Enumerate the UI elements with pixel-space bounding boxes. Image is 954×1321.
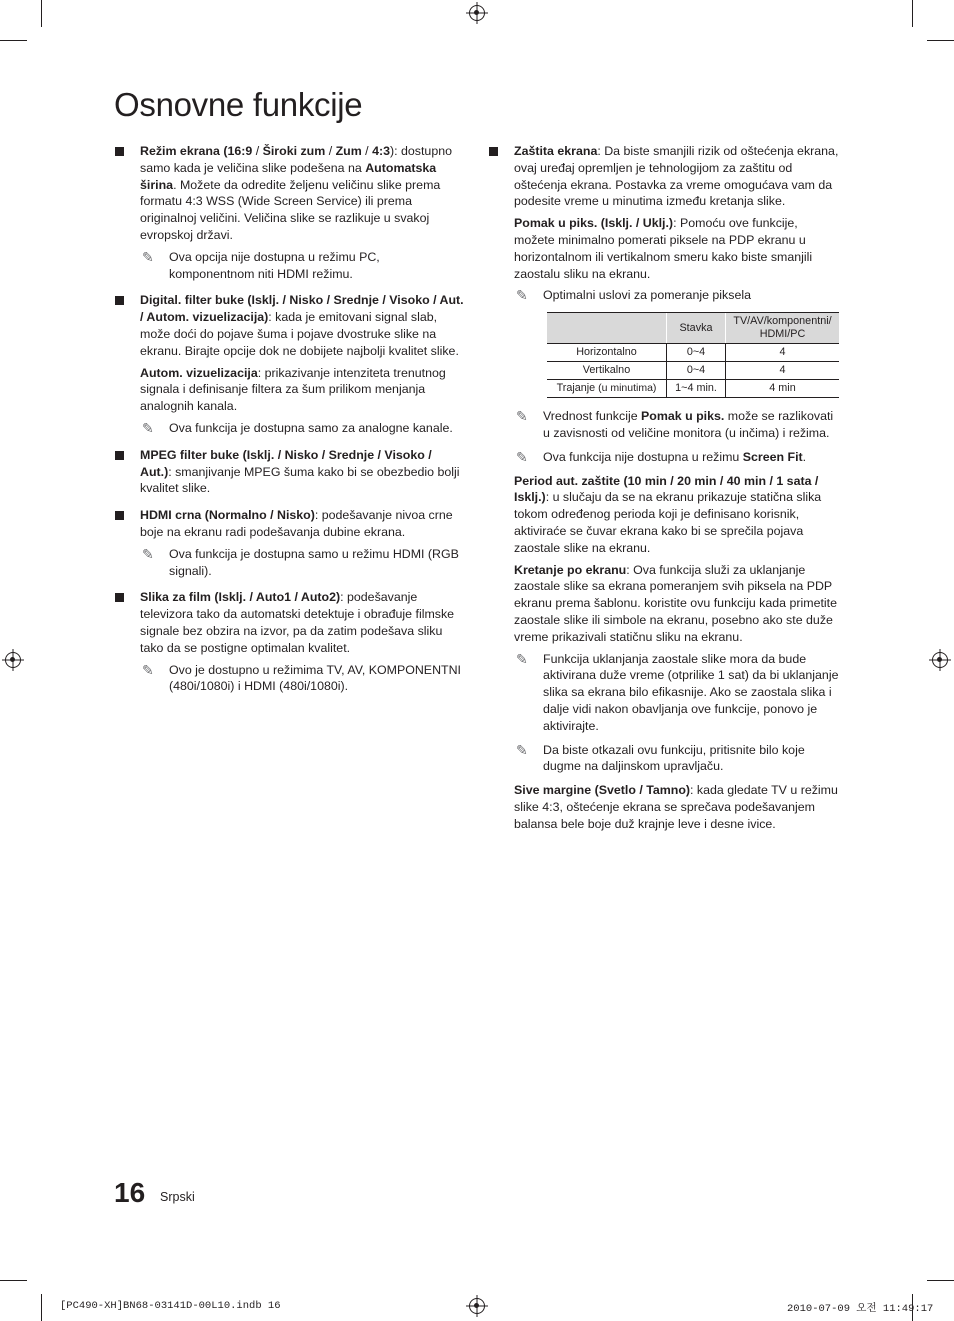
pencil-note-icon: ✎ xyxy=(516,287,528,304)
right-column xyxy=(489,143,841,843)
square-bullet-icon xyxy=(115,511,124,520)
list-item: Režim ekrana (16:9 / Široki zum / Zum / 4:3): dostupno samo kada je veličina slike podešena na Automatska širina. Možete da odredite željenu veličinu slike prema formatu 4:3 WSS (Wide Screen Service) ili prema originalnoj veličini. Veličina slike se razlikuje u svakoj evropskoj državi. ✎ Ova opcija nije dostupna u režimu PC, komponentnom niti HDMI režimu. xyxy=(115,143,465,282)
pencil-note-icon: ✎ xyxy=(516,741,528,758)
square-bullet-icon xyxy=(115,147,124,156)
page-title: Osnovne funkcije xyxy=(114,86,363,123)
pencil-note-icon: ✎ xyxy=(516,408,528,425)
note: ✎ Ovo je dostupno u režimima TV, AV, KOMPONENTNI (480i/1080i) i HDMI (480i/1080i). xyxy=(142,661,461,694)
crop-mark xyxy=(41,1294,42,1321)
list-item: Zaštita ekrana: Da biste smanjili rizik od oštećenja ekrana, ovaj uređaj opremljen je tehnologijom za zaštitu od oštećenja ekrana. Postavka za vreme omogućava vam da podesite vreme u minutima između kretanja slike. Pomak u piks. (Isklj. / Uklj.): Pomoću ove funkcije, možete minimalno pomerati piksele na PDP ekranu u horizontalnom ili vertikalnom smeru kako biste smanjili zaostalu sliku na ekranu. ✎ Optimalni uslovi za pomeranje piksela Stavka TV/AV/komponentni/ HDMI/PC Horizontalno 0~4 4 Vertikalno 0~4 4 Trajanje (u minutima) 1~4 min. 4 min ✎ Vrednost funkcije Pomak u piks. može se razlikovati u zavisnosti od veličine monitora (u inčima) i režima. ✎ Ova funkcija nije dostupna u režimu Screen Fit. Period aut. zaštite (10 min / 20 min / 40 min / 1 sata / Isklj.): u slučaju da se na ekranu prikazuje statična slika tokom određenog perioda koji je definisano korisnik, aktiviraće se čuvar ekrana kako bi se sprečila pojava zaostale slike na ekranu. Kretanje po ekranu: Ova funkcija služi za uklanjanje zaostale slike sa ekrana pomeranjem svih piksela na PDP ekranu prema šablonu. koristite ovu funkciju kada primetite zaostale slike ili simbole na ekranu, posebno ako ste duže vreme prikazivali statičnu sliku na ekranu. ✎ Funkcija uklanjanja zaostale slike mora da bude aktivirana duže vreme (otprilike 1 sat) da bi uklanjanje slika sa ekrana bilo efikasnije. Ako se zaostala slika i dalje vidi nakon obavljanja ove funkcije, ponovo je aktivirajte. ✎ Da biste otkazali ovu funkciju, pritisnite bilo koje dugme na daljinskom upravljaču. Sive margine (Svetlo / Tamno): kada gledate TV u režimu slike 4:3, oštećenje ekrana se sprečava podešavanjem balansa bele boje duž krajnje leve i desne ivice. xyxy=(489,143,841,833)
crop-mark xyxy=(927,40,954,41)
note: ✎ Da biste otkazali ovu funkciju, pritisnite bilo koje dugme na daljinskom upravljaču. xyxy=(516,741,805,774)
page-language: Srpski xyxy=(160,1190,195,1204)
note: ✎ Funkcija uklanjanja zaostale slike mora da bude aktivirana duže vreme (otprilike 1 sat) da bi uklanjanje slika sa ekrana bilo efikasnije. Ako se zaostala slika i dalje vidi nakon obavljanja ove funkcije, ponovo je aktivirajte. xyxy=(516,650,839,733)
square-bullet-icon xyxy=(115,451,124,460)
print-slug-date: 2010-07-09 오전 11:49:17 xyxy=(787,1303,934,1315)
list-item: Digital. filter buke (Isklj. / Nisko / Srednje / Visoko / Aut. / Autom. vizuelizacija): kada je emitovani signal slab, može doći do pojave šuma i pojave dvostruke slike na ekranu. Birajte opcije dok ne dobijete najbolji kvalitet slike. Autom. vizuelizacija: prikazivanje intenziteta trenutnog signala i definisanje filtera za šum prilikom menjanja analognih kanala. ✎ Ova funkcija je dostupna samo za analogne kanale. xyxy=(115,292,465,436)
table-row: Horizontalno 0~4 4 xyxy=(547,344,839,362)
square-bullet-icon xyxy=(489,147,498,156)
pixel-shift-table xyxy=(547,312,839,398)
print-slug-file: [PC490-XH]BN68-03141D-00L10.indb 16 xyxy=(60,1300,281,1312)
square-bullet-icon xyxy=(115,593,124,602)
registration-mark-icon xyxy=(469,5,485,21)
pencil-note-icon: ✎ xyxy=(142,419,154,436)
note: ✎ Ova opcija nije dostupna u režimu PC, komponentnom niti HDMI režimu. xyxy=(142,248,380,281)
note: ✎ Optimalni uslovi za pomeranje piksela xyxy=(516,287,751,304)
list-item: Slika za film (Isklj. / Auto1 / Auto2): podešavanje televizora tako da automatski detektuje i obrađuje filmske signale bez obzira na izvor, pa da zatim podešava sliku tako da se postigne optimalan kvalitet. ✎ Ovo je dostupno u režimima TV, AV, KOMPONENTNI (480i/1080i) i HDMI (480i/1080i). xyxy=(115,589,465,695)
pencil-note-icon: ✎ xyxy=(516,448,528,465)
crop-mark xyxy=(41,0,42,27)
list-item: MPEG filter buke (Isklj. / Nisko / Srednje / Visoko / Aut.): smanjivanje MPEG šuma kako bi se obezbedio bolji kvalitet slike. xyxy=(115,447,465,497)
list-item: HDMI crna (Normalno / Nisko): podešavanje nivoa crne boje na ekranu radi podešavanja dubine ekrana. ✎ Ova funkcija je dostupna samo u režimu HDMI (RGB signali). xyxy=(115,507,465,579)
page-number: 16 xyxy=(114,1177,146,1208)
crop-mark xyxy=(0,40,27,41)
pencil-note-icon: ✎ xyxy=(516,650,528,667)
registration-mark-icon xyxy=(469,1298,485,1314)
note: ✎ Ova funkcija je dostupna samo za analogne kanale. xyxy=(142,419,453,436)
crop-mark xyxy=(927,1280,954,1281)
crop-mark xyxy=(0,1280,27,1281)
table-row: Trajanje (u minutima) 1~4 min. 4 min xyxy=(547,380,839,398)
note: ✎ Vrednost funkcije Pomak u piks. može se razlikovati u zavisnosti od veličine monitora (u inčima) i režima. xyxy=(516,408,834,440)
pencil-note-icon: ✎ xyxy=(142,661,154,678)
square-bullet-icon xyxy=(115,296,124,305)
pencil-note-icon: ✎ xyxy=(142,545,154,562)
note: ✎ Ova funkcija je dostupna samo u režimu HDMI (RGB signali). xyxy=(142,545,459,578)
left-column xyxy=(115,143,465,705)
note: ✎ Ova funkcija nije dostupna u režimu Screen Fit. xyxy=(516,448,807,465)
registration-mark-icon xyxy=(5,652,21,668)
table-row: Vertikalno 0~4 4 xyxy=(547,362,839,380)
table-header-row: Stavka TV/AV/komponentni/ HDMI/PC xyxy=(547,313,839,344)
registration-mark-icon xyxy=(932,652,948,668)
crop-mark xyxy=(912,0,913,27)
pencil-note-icon: ✎ xyxy=(142,248,154,265)
